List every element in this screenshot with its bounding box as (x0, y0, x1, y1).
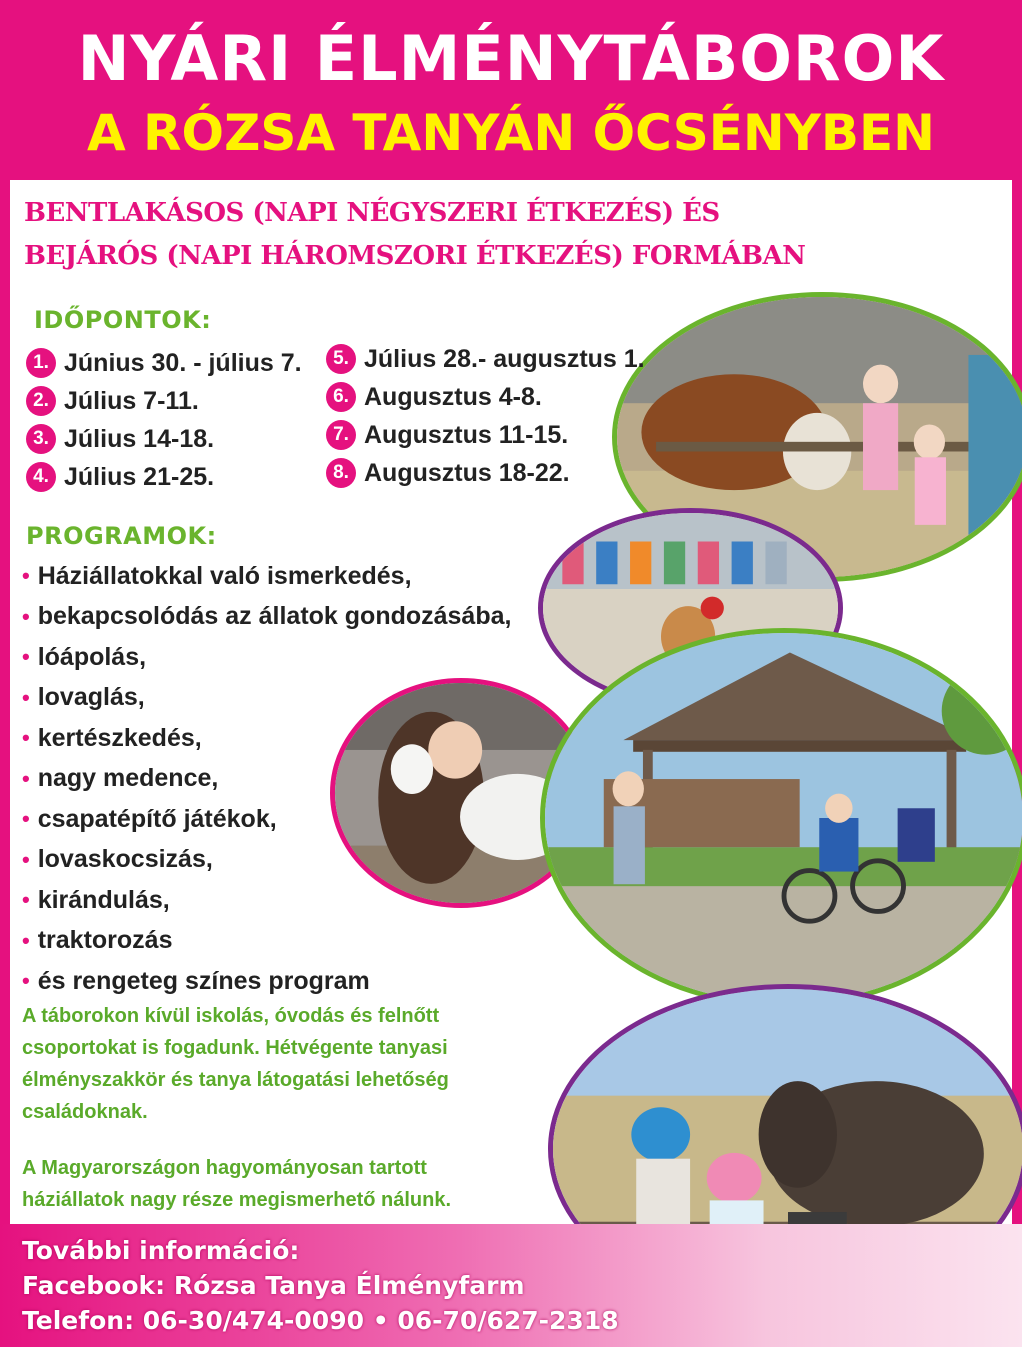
date-item (26, 344, 302, 382)
bullet-icon: • (22, 725, 30, 751)
bullet-icon: • (22, 603, 30, 629)
program-item (22, 556, 511, 597)
main-title: NYÁRI ÉLMÉNYTÁBOROK (77, 22, 945, 95)
program-text: bekapcsolódás az állatok gondozásába, (37, 602, 512, 631)
bullet-icon: • (22, 806, 30, 832)
program-item (22, 880, 511, 921)
program-text: kirándulás, (37, 885, 170, 914)
program-text: traktorozás (37, 926, 173, 955)
info-paragraph-1: A táborokon kívül iskolás, óvodás és felnőtt csoportokat is fogadunk. Hétvégente tanyasi élményszakkör és tanya látogatási lehetőség családoknak. (22, 1005, 449, 1123)
programs-heading: PROGRAMOK: (26, 522, 217, 550)
date-number: 3. (26, 424, 56, 454)
intro-line-2: BEJÁRÓS (NAPI HÁROMSZORI ÉTKEZÉS) FORMÁBAN (24, 241, 806, 271)
program-item (22, 718, 511, 759)
footer-more-info: További információ: (22, 1236, 300, 1265)
programs-list (22, 556, 511, 1002)
header (0, 0, 1022, 180)
bullet-icon: • (22, 644, 30, 670)
dates-heading: IDŐPONTOK: (34, 306, 212, 334)
date-item (26, 420, 302, 458)
date-item (326, 340, 645, 378)
bullet-icon: • (22, 887, 30, 913)
footer-facebook: Facebook: Rózsa Tanya Élményfarm (22, 1271, 525, 1300)
date-number: 7. (326, 420, 356, 450)
date-item (326, 454, 645, 492)
dates-list-left (26, 344, 302, 496)
program-text: lovaskocsizás, (37, 845, 213, 874)
program-text: lóápolás, (37, 642, 147, 671)
program-text: kertészkedés, (37, 723, 202, 752)
bullet-icon: • (22, 765, 30, 791)
date-item (26, 382, 302, 420)
program-text: Háziállatokkal való ismerkedés, (37, 561, 412, 590)
date-number: 8. (326, 458, 356, 488)
program-item (22, 678, 511, 719)
date-text: Július 7-11. (64, 386, 199, 415)
date-number: 2. (26, 386, 56, 416)
date-text: Augusztus 11-15. (364, 420, 569, 449)
date-number: 6. (326, 382, 356, 412)
date-item (326, 416, 645, 454)
intro-text (24, 192, 984, 278)
date-item (26, 458, 302, 496)
program-text: és rengeteg színes program (37, 966, 370, 995)
program-item (22, 759, 511, 800)
date-text: Július 21-25. (64, 462, 215, 491)
program-text: csapatépítő játékok, (37, 804, 277, 833)
program-item (22, 840, 511, 881)
date-text: Augusztus 18-22. (364, 458, 570, 487)
program-item (22, 799, 511, 840)
bullet-icon: • (22, 684, 30, 710)
program-item (22, 921, 511, 962)
program-item (22, 637, 511, 678)
date-number: 1. (26, 348, 56, 378)
bullet-icon: • (22, 846, 30, 872)
date-text: Július 28.- augusztus 1. (364, 344, 645, 373)
date-number: 4. (26, 462, 56, 492)
program-text: nagy medence, (37, 764, 219, 793)
main-subtitle: A RÓZSA TANYÁN ŐCSÉNYBEN (86, 104, 936, 162)
date-item (326, 378, 645, 416)
intro-line-1: BENTLAKÁSOS (NAPI NÉGYSZERI ÉTKEZÉS) ÉS (24, 198, 720, 228)
bullet-icon: • (22, 563, 30, 589)
bullet-icon: • (22, 968, 30, 994)
date-text: Július 14-18. (64, 424, 215, 453)
date-text: Augusztus 4-8. (364, 382, 542, 411)
program-item (22, 961, 511, 1002)
footer-phone: Telefon: 06-30/474-0090 • 06-70/627-2318 (22, 1306, 619, 1335)
info-paragraph-2: A Magyarországon hagyományosan tartott háziállatok nagy része megismerhető nálunk. (22, 1157, 452, 1211)
dates-list-right (326, 340, 645, 492)
photo-bikes (540, 628, 1022, 1008)
date-text: Június 30. - július 7. (64, 348, 302, 377)
date-number: 5. (326, 344, 356, 374)
bullet-icon: • (22, 927, 30, 953)
program-text: lovaglás, (37, 683, 145, 712)
footer (0, 1224, 1022, 1347)
program-item (22, 597, 511, 638)
